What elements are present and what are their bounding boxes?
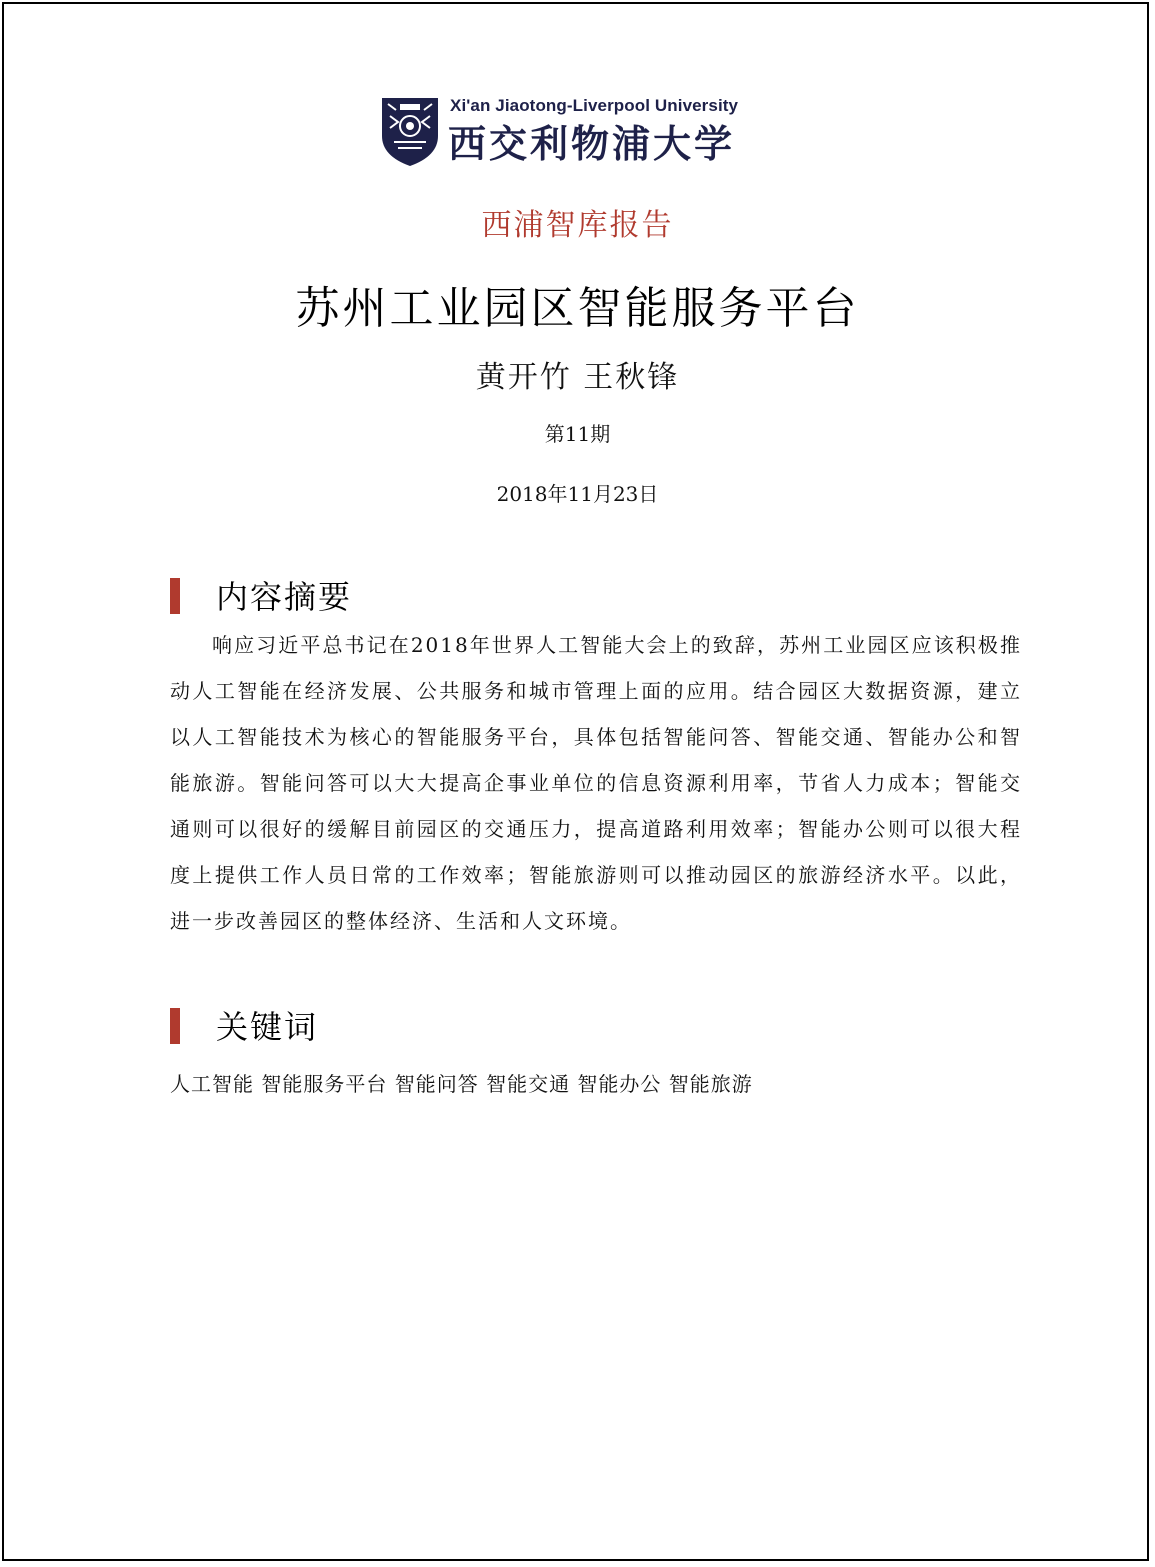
university-shield-icon (380, 96, 440, 168)
section-marker-bar (170, 578, 180, 614)
keywords-heading (170, 1006, 770, 1046)
report-date: 2018年11月23日 (496, 482, 659, 506)
report-title: 苏州工业园区智能服务平台 (295, 283, 860, 334)
report-issue: 第11期 (544, 422, 611, 446)
logo-chinese-name: 西交利物浦大学 (448, 122, 736, 166)
logo-english-name: Xi'an Jiaotong-Liverpool University (450, 96, 739, 115)
keywords-heading-label: 关键词 (216, 1008, 319, 1046)
keywords-list: 人工智能 智能服务平台 智能问答 智能交通 智能办公 智能旅游 (170, 1072, 753, 1096)
report-authors: 黄开竹 王秋锋 (475, 360, 680, 395)
abstract-heading (170, 576, 770, 616)
section-marker-bar (170, 1008, 180, 1044)
abstract-heading-label: 内容摘要 (216, 578, 353, 616)
abstract-paragraph: 响应习近平总书记在2018年世界人工智能大会上的致辞，苏州工业园区应该积极推动人工智能在经济发展、公共服务和城市管理上面的应用。结合园区大数据资源，建立以人工智能技术为核心的智能服务平台，具体包括智能问答、智能交通、智能办公和智能旅游。智能问答可以大大提高企事业单位的信息资源利用率，节省人力成本；智能交通则可以很好的缓解目前园区的交通压力，提高道路利用效率；智能办公则可以很大程度上提供工作人员日常的工作效率；智能旅游则可以推动园区的旅游经济水平。以此，进一步改善园区的整体经济、生活和人文环境。 (170, 633, 1022, 933)
university-logo (380, 96, 780, 170)
report-series: 西浦智库报告 (481, 208, 674, 243)
